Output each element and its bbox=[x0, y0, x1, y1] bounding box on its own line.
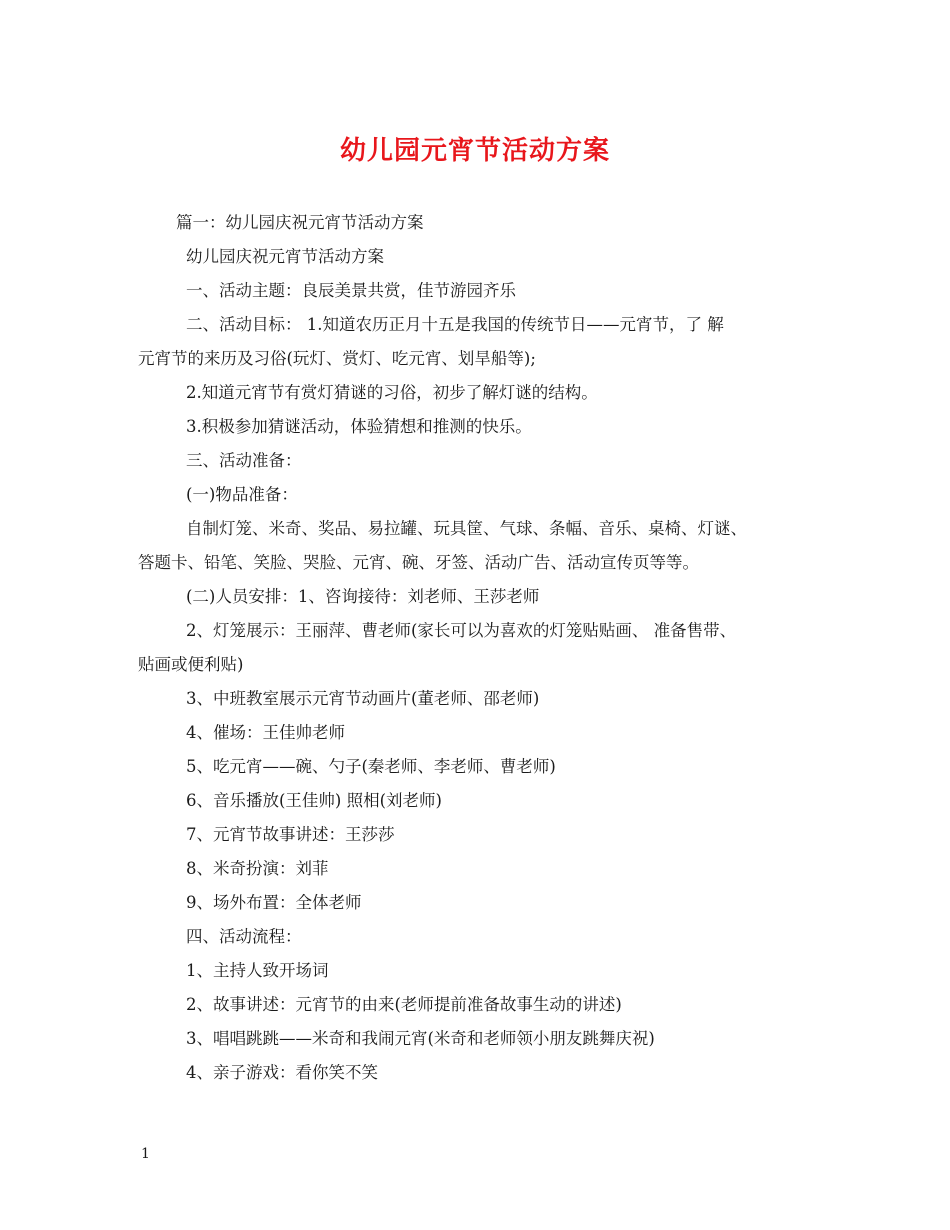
document-title: 幼儿园元宵节活动方案 bbox=[339, 136, 610, 166]
paragraph-line: 2.知道元宵节有赏灯猜谜的习俗，初步了解灯谜的结构。 bbox=[186, 383, 598, 402]
paragraph-line: 三、活动准备： bbox=[186, 451, 302, 470]
paragraph-line: 6、音乐播放(王佳帅) 照相(刘老师) bbox=[186, 791, 442, 810]
paragraph-line: 3.积极参加猜谜活动，体验猜想和推测的快乐。 bbox=[186, 417, 532, 436]
paragraph-line: 4、催场：王佳帅老师 bbox=[186, 723, 345, 742]
paragraph-line: 9、场外布置：全体老师 bbox=[186, 893, 362, 912]
paragraph-line: 一、活动主题：良辰美景共赏，佳节游园齐乐 bbox=[186, 281, 516, 300]
paragraph-line: 2、灯笼展示：王丽萍、曹老师(家长可以为喜欢的灯笼贴贴画、 准备售带、 bbox=[186, 621, 737, 640]
paragraph-line: 自制灯笼、米奇、奖品、易拉罐、玩具筐、气球、条幅、音乐、桌椅、灯谜、 bbox=[186, 519, 747, 538]
paragraph-line: 5、吃元宵——碗、勺子(秦老师、李老师、曹老师) bbox=[186, 757, 556, 776]
paragraph-line: 2、故事讲述：元宵节的由来(老师提前准备故事生动的讲述) bbox=[186, 995, 622, 1014]
section-heading-part1: 篇一：幼儿园庆祝元宵节活动方案 bbox=[176, 213, 424, 232]
paragraph-line: (一)物品准备： bbox=[186, 485, 298, 504]
paragraph-line: 元宵节的来历及习俗(玩灯、赏灯、吃元宵、划旱船等); bbox=[138, 349, 536, 368]
paragraph-line: 7、元宵节故事讲述：王莎莎 bbox=[186, 825, 395, 844]
document-body bbox=[138, 206, 828, 1090]
page-number: 1 bbox=[141, 1146, 150, 1162]
paragraph-line: 8、米奇扮演：刘菲 bbox=[186, 859, 329, 878]
paragraph-line: 答题卡、铅笔、笑脸、哭脸、元宵、碗、牙签、活动广告、活动宣传页等等。 bbox=[138, 553, 699, 572]
paragraph-line: 贴画或便利贴) bbox=[138, 655, 244, 674]
paragraph-line: 幼儿园庆祝元宵节活动方案 bbox=[186, 247, 384, 266]
paragraph-line: 3、中班教室展示元宵节动画片(董老师、邵老师) bbox=[186, 689, 540, 708]
paragraph-line: 1、主持人致开场词 bbox=[186, 961, 329, 980]
paragraph-line: 3、唱唱跳跳——米奇和我闹元宵(米奇和老师领小朋友跳舞庆祝) bbox=[186, 1029, 655, 1048]
paragraph-line: (二)人员安排：1、咨询接待：刘老师、王莎老师 bbox=[186, 587, 540, 606]
paragraph-line: 4、亲子游戏：看你笑不笑 bbox=[186, 1063, 378, 1082]
paragraph-line: 二、活动目标： 1.知道农历正月十五是我国的传统节日——元宵节，了 解 bbox=[186, 315, 724, 334]
paragraph-line: 四、活动流程： bbox=[186, 927, 302, 946]
